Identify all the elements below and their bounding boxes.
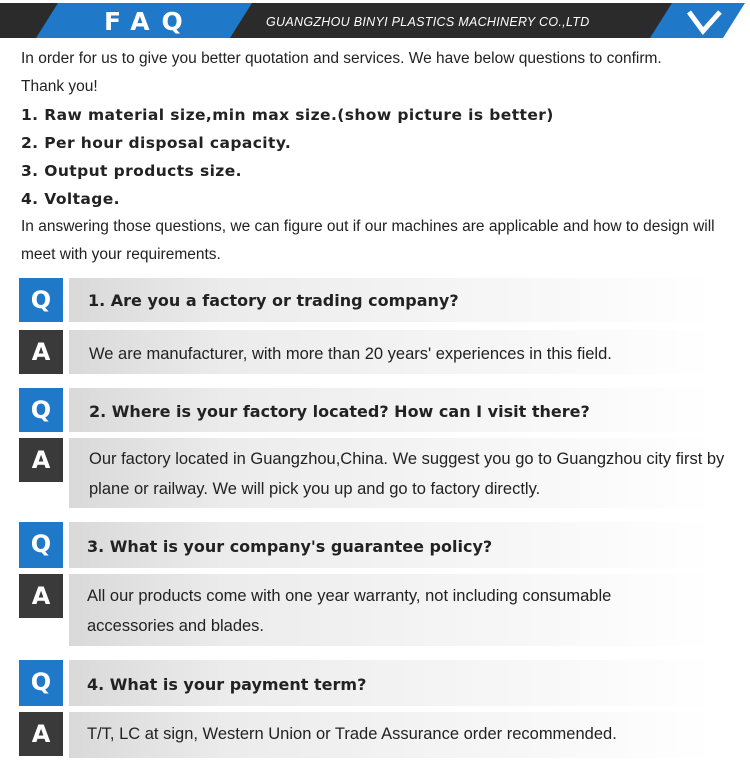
q-badge-label: Q (30, 396, 52, 424)
header-banner (0, 0, 750, 44)
a-badge (19, 330, 63, 374)
q-badge-label: Q (30, 286, 52, 314)
a-badge (19, 438, 63, 482)
intro-line: In order for us to give you better quotation and services. We have below questions to confirm. (21, 50, 662, 67)
answer-text: We are manufacturer, with more than 20 years' experiences in this field. (89, 345, 612, 363)
q-badge (19, 278, 63, 322)
a-badge (19, 574, 63, 618)
question-text: 3. What is your company's guarantee policy? (87, 537, 493, 556)
a-badge (19, 712, 63, 756)
answer-text: T/T, LC at sign, Western Union or Trade Assurance order recommended. (87, 725, 617, 743)
question-text: 4. What is your payment term? (87, 675, 367, 694)
answer-text: All our products come with one year warranty, not including consumable accessories and blades. (87, 587, 612, 635)
intro-section (21, 45, 736, 269)
a-badge-label: A (31, 720, 51, 748)
question-text: 1. Are you a factory or trading company? (88, 291, 459, 310)
intro-closing: In answering those questions, we can figure out if our machines are applicable and how to design will meet with your requirements. (21, 218, 715, 263)
faq-title: FAQ (104, 7, 195, 36)
q-badge (19, 522, 63, 568)
a-badge-label: A (31, 338, 51, 366)
requirement-1: 1. Raw material size,min max size.(show picture is better) (21, 106, 554, 124)
requirement-4: 4. Voltage. (21, 190, 120, 208)
intro-thanks: Thank you! (21, 78, 98, 95)
a-badge-label: A (31, 446, 51, 474)
requirement-3: 3. Output products size. (21, 162, 242, 180)
q-badge (19, 660, 63, 706)
question-text: 2. Where is your factory located? How can I visit there? (89, 402, 590, 421)
requirement-2: 2. Per hour disposal capacity. (21, 134, 292, 152)
answer-text: Our factory located in Guangzhou,China. We suggest you go to Guangzhou city first by plane or railway. We will pick you up and go to factory directly. (89, 450, 725, 498)
a-badge-label: A (31, 582, 51, 610)
q-badge (19, 388, 63, 432)
q-badge-label: Q (30, 668, 52, 696)
company-name: GUANGZHOU BINYI PLASTICS MACHINERY CO.,LTD (266, 15, 590, 29)
q-badge-label: Q (30, 530, 52, 558)
